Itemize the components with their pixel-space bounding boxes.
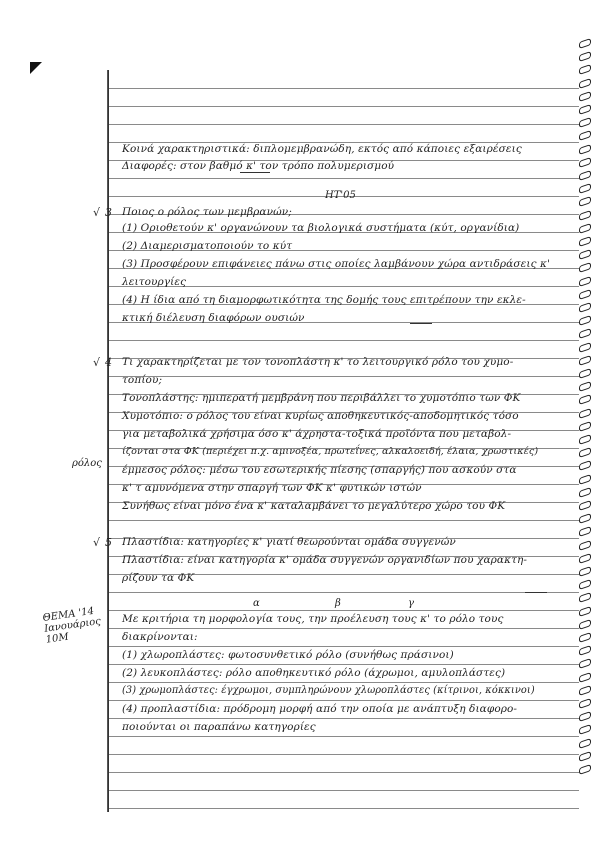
spiral-hole <box>579 249 591 260</box>
note-line: (3) χρωμοπλάστες: έγχρωμοι, συμπληρώνουν χλωροπλάστες (κίτρινοι, κόκκινοι) <box>122 685 535 696</box>
note-line: (4) προπλαστίδια: πρόδρομη μορφή από την οποία με ανάπτυξη διαφορο- <box>122 703 518 715</box>
criteria-label-a: α <box>253 598 260 609</box>
spiral-hole <box>579 210 591 221</box>
spiral-hole <box>579 196 591 207</box>
spiral-hole <box>579 328 591 339</box>
note-line: λειτουργίες <box>122 276 187 288</box>
spiral-hole <box>579 315 591 326</box>
spiral-hole <box>579 632 591 643</box>
underline-mark <box>525 592 547 593</box>
note-line: ίζονται στα ΦΚ (περιέχει π.χ. αμινοξέα, πρωτεΐνες, αλκαλοειδή, έλαια, χρωστικές) <box>122 446 539 457</box>
spiral-hole <box>579 434 591 445</box>
spiral-hole <box>579 724 591 735</box>
spiral-hole <box>579 566 591 577</box>
spiral-hole <box>579 104 591 115</box>
spiral-hole <box>579 157 591 168</box>
ruled-line <box>109 700 579 701</box>
spiral-hole <box>579 500 591 511</box>
ruled-line <box>109 682 579 683</box>
note-line: διακρίνονται: <box>122 631 198 643</box>
question-heading: Πλαστίδια: κατηγορίες κ' γιατί θεωρούνται ομάδα συγγενών <box>122 536 456 548</box>
ruled-line <box>109 88 579 89</box>
ruled-line <box>109 628 579 629</box>
note-line: τοπίου; <box>122 374 163 386</box>
ruled-line <box>109 340 579 341</box>
note-line: ρίζουν τα ΦΚ <box>122 572 195 584</box>
spiral-hole <box>579 606 591 617</box>
check-mark: √ <box>93 356 101 369</box>
margin-note-role: ρόλος <box>72 458 102 469</box>
spiral-hole <box>579 408 591 419</box>
spiral-hole <box>579 302 591 313</box>
spiral-hole <box>579 276 591 287</box>
ruled-line <box>109 178 579 179</box>
criteria-label-b: β <box>335 598 341 609</box>
note-line: (2) Διαμερισματοποιούν το κύτ <box>122 240 293 252</box>
question-number: 5 <box>105 536 112 549</box>
spiral-hole <box>579 447 591 458</box>
spiral-hole <box>579 51 591 62</box>
note-line: Χυμοτόπιο: ο ρόλος του είναι κυρίως αποθηκευτικός-αποδομητικός τόσο <box>122 410 519 422</box>
ruled-line <box>109 808 579 809</box>
ruled-line <box>109 790 579 791</box>
spiral-hole <box>579 619 591 630</box>
note-line: κ' τ αμυνόμενα στην σπαργή των ΦΚ κ' φυτικών ιστών <box>122 482 422 494</box>
spiral-hole <box>579 355 591 366</box>
spiral-hole <box>579 368 591 379</box>
spiral-binding <box>569 40 591 800</box>
spiral-hole <box>579 78 591 89</box>
note-line: Διαφορές: στον βαθμό κ' τον τρόπο πολυμερισμού <box>122 160 395 172</box>
spiral-hole <box>579 117 591 128</box>
ruled-line <box>109 592 579 593</box>
spiral-hole <box>579 540 591 551</box>
spiral-hole <box>579 672 591 683</box>
note-line: Τονοπλάστης: ημιπερατή μεμβράνη που περιβάλλει το χυμοτόπιο των ΦΚ <box>122 392 521 404</box>
note-line: (3) Προσφέρουν επιφάνειες πάνω στις οποίες λαμβάνουν χώρα αντιδράσεις κ' <box>122 258 550 270</box>
spiral-hole <box>579 645 591 656</box>
note-line: Με κριτήρια τη μορφολογία τους, την προέλευση τους κ' το ρόλο τους <box>122 613 504 625</box>
criteria-label-c: γ <box>408 598 414 609</box>
note-line: έμμεσος ρόλος: μέσω του εσωτερικής πίεσης (σπαργής) που ασκούν στα <box>122 464 517 476</box>
spiral-hole <box>579 289 591 300</box>
note-line: ποιούνται οι παραπάνω κατηγορίες <box>122 721 316 733</box>
page-corner-mark <box>30 62 42 74</box>
spiral-hole <box>579 144 591 155</box>
spiral-hole <box>579 394 591 405</box>
spiral-hole <box>579 64 591 75</box>
spiral-hole <box>579 170 591 181</box>
ruled-line <box>109 610 579 611</box>
ruled-line <box>109 646 579 647</box>
spiral-hole <box>579 460 591 471</box>
check-mark: √ <box>93 536 101 549</box>
ruled-line <box>109 718 579 719</box>
note-line: για μεταβολικά χρήσιμα όσο κ' άχρηστα-τοξικά προϊόντα που μεταβολ- <box>122 428 512 440</box>
underline-mark <box>240 172 270 173</box>
spiral-hole <box>579 553 591 564</box>
note-line: (1) Οριοθετούν κ' οργανώνουν τα βιολογικά συστήματα (κύτ, οργανίδια) <box>122 222 520 234</box>
exam-annotation: ΗΤ'05 <box>325 190 356 201</box>
question-heading: Τι χαρακτηρίζεται με τον τονοπλάστη κ' το λειτουργικό ρόλο του χυμο- <box>122 356 514 368</box>
spiral-hole <box>579 751 591 762</box>
ruled-line <box>109 520 579 521</box>
spiral-hole <box>579 513 591 524</box>
note-line: κτική διέλευση διαφόρων ουσιών <box>122 312 305 324</box>
note-line: Κοινά χαρακτηριστικά: διπλομεμβρανώδη, εκτός από κάποιες εξαιρέσεις <box>122 143 522 155</box>
ruled-line <box>109 106 579 107</box>
spiral-hole <box>579 38 591 49</box>
ruled-line <box>109 754 579 755</box>
margin-note-exam-date: ΘΕΜΑ '14 Ιανουάριος 10Μ <box>42 605 102 646</box>
spiral-hole <box>579 130 591 141</box>
underline-mark <box>410 323 432 324</box>
spiral-hole <box>579 381 591 392</box>
margin-line <box>107 70 108 812</box>
check-mark: √ <box>93 206 101 219</box>
spiral-hole <box>579 91 591 102</box>
spiral-hole <box>579 262 591 273</box>
ruled-line <box>109 376 579 377</box>
note-line: (4) Η ίδια από τη διαμορφωτικότητα της δομής τους επιτρέπουν την εκλε- <box>122 294 526 306</box>
spiral-hole <box>579 764 591 775</box>
note-line: Πλαστίδια: είναι κατηγορία κ' ομάδα συγγενών οργανιδίων που χαρακτη- <box>122 554 528 566</box>
ruled-line <box>109 772 579 773</box>
spiral-hole <box>579 685 591 696</box>
spiral-hole <box>579 658 591 669</box>
spiral-hole <box>579 579 591 590</box>
spiral-hole <box>579 342 591 353</box>
spiral-hole <box>579 487 591 498</box>
spiral-hole <box>579 592 591 603</box>
note-line: (1) χλωροπλάστες: φωτοσυνθετικό ρόλο (συνήθως πράσινοι) <box>122 649 454 661</box>
ruled-line <box>109 664 579 665</box>
spiral-hole <box>579 474 591 485</box>
spiral-hole <box>579 421 591 432</box>
note-line: Συνήθως είναι μόνο ένα κ' καταλαμβάνει το μεγαλύτερο χώρο του ΦΚ <box>122 500 506 512</box>
ruled-line <box>109 736 579 737</box>
spiral-hole <box>579 698 591 709</box>
question-number: 3 <box>105 206 112 219</box>
spiral-hole <box>579 236 591 247</box>
spiral-hole <box>579 183 591 194</box>
question-heading: Ποιος ο ρόλος των μεμβρανών; <box>122 206 292 218</box>
question-number: 4 <box>105 356 112 369</box>
ruled-line <box>109 124 579 125</box>
spiral-hole <box>579 738 591 749</box>
note-line: (2) λευκοπλάστες: ρόλο αποθηκευτικό ρόλο (άχρωμοι, αμυλοπλάστες) <box>122 667 506 679</box>
spiral-hole <box>579 526 591 537</box>
spiral-hole <box>579 711 591 722</box>
spiral-hole <box>579 223 591 234</box>
lined-sheet <box>108 70 569 812</box>
